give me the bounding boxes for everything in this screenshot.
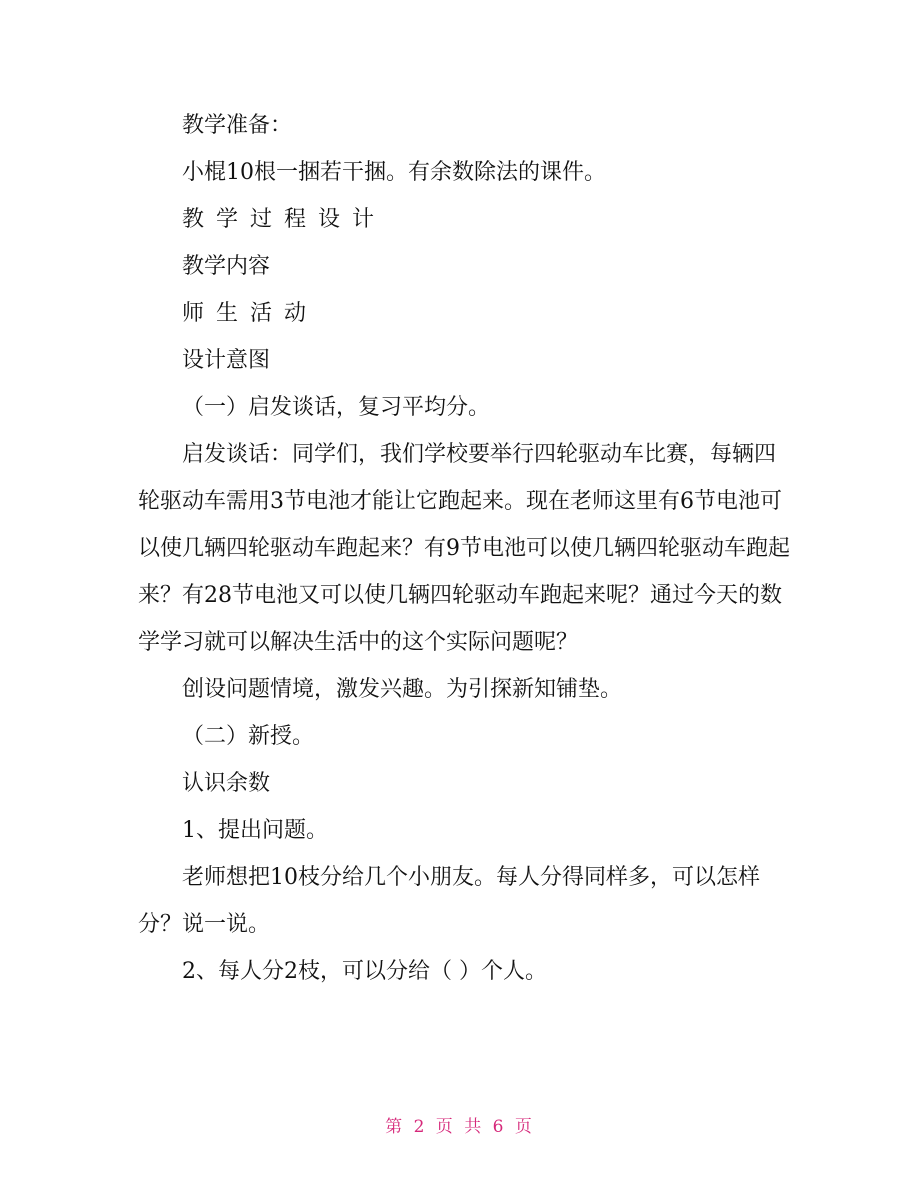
paragraph-step-two: 2、每人分2枝，可以分给（ ）个人。 [182,959,547,984]
paragraph-question: 老师想把10枝分给几个小朋友。每人分得同样多，可以怎样分？说一说。 [138,865,760,937]
paragraph-section-two: （二）新授。 [182,724,315,749]
paragraph-situation: 创设问题情境，激发兴趣。为引探新知铺垫。 [182,677,623,702]
paragraph-opening-talk: 启发谈话：同学们，我们学校要举行四轮驱动车比赛，每辆四轮驱动车需用3节电池才能让它跑起来。现在老师这里有6节电池可以使几辆四轮驱动车跑起来？有9节电池可以使几辆四轮驱动车跑起来？有28节电池又可以使几辆四轮驱动车跑起来呢？通过今天的数学学习就可以解决生活中的这个实际问题呢？ [138,442,790,655]
paragraph-activities: 师生活动 [182,301,319,326]
paragraph-prep-heading: 教学准备： [182,113,293,138]
paragraph-step-one: 1、提出问题。 [182,818,328,843]
paragraph-process-heading: 教学过程设计 [182,207,387,232]
paragraph-remainder: 认识余数 [182,771,271,796]
document-body [138,102,790,995]
paragraph-prep-materials: 小棍10根一捆若干捆。有余数除法的课件。 [182,160,606,185]
page-number-footer: 第 2 页 共 6 页 [385,1117,535,1137]
paragraph-teaching-content: 教学内容 [182,254,271,279]
paragraph-design-intent: 设计意图 [182,348,271,373]
paragraph-section-one: （一）启发谈话，复习平均分。 [182,395,491,420]
